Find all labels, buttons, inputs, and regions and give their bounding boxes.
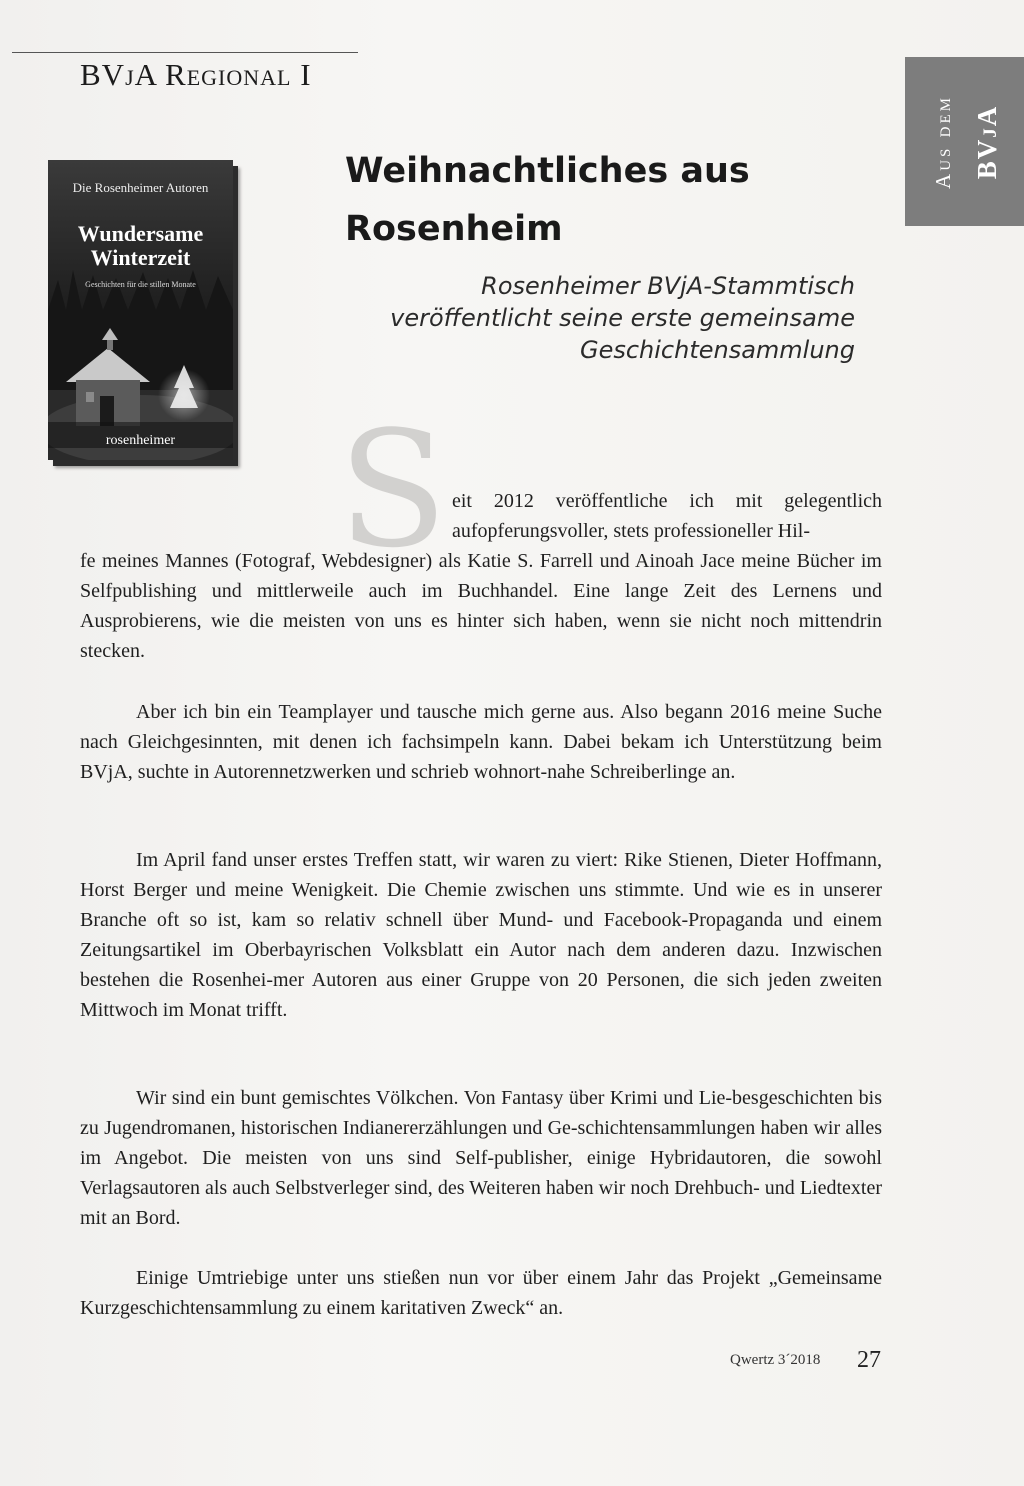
paragraph-1: fe meines Mannes (Fotograf, Webdesigner) als Katie S. Farrell und Ainoah Jace meine Bücher im Selfpublishing und mittlerweile auch im Buchhandel. Eine lange Zeit des Lernens und Ausprobierens, wie die meisten von uns es hinter sich haben, wenn sie nicht noch mittendrin stecken.: [80, 550, 882, 662]
book-title: [48, 222, 233, 270]
paragraph-1-lead: eit 2012 veröffentliche ich mit gelegentlich aufopferungsvoller, stets professioneller Hil-: [452, 490, 882, 542]
paragraph-4: Wir sind ein bunt gemischtes Völkchen. Von Fantasy über Krimi und Lie-besgeschichten bis zu Jugendromanen, historischen Indianererzählungen und Ge-schichtensammlungen haben wir alles im Angebot. Die meisten von uns sind Self-publisher, einige Hybridautoren, die sowohl Verlagsautoren als auch Selbstverleger sind, des Weiteren haben wir noch Drehbuch- und Liedtexter mit an Bord.: [80, 1087, 882, 1229]
drop-cap: S: [338, 396, 448, 583]
header-rule: [12, 52, 358, 53]
section-header: BVjA Regional I: [80, 57, 312, 92]
magazine-issue: Qwertz 3´2018: [730, 1352, 821, 1368]
page-number: 27: [857, 1347, 881, 1373]
book-title-line1: Wundersame: [77, 221, 204, 246]
book-title-line2: Winterzeit: [90, 245, 191, 270]
side-tab-line1: Aus dem: [930, 94, 955, 189]
book-cover-image: [48, 160, 233, 460]
book-author-line: Die Rosenheimer Autoren: [72, 180, 209, 195]
article-subtitle: Rosenheimer BVjA-Stammtisch veröffentlicht seine erste gemeinsame Geschichtensammlung: [390, 272, 855, 364]
paragraph-5: Einige Umtriebige unter uns stießen nun vor über einem Jahr das Projekt „Gemeinsame Kurzgeschichtensammlung zu einem karitativen Zweck“ an.: [80, 1267, 882, 1319]
side-section-tab: [905, 57, 1024, 226]
side-tab-line2: BVjA: [971, 104, 1002, 179]
paragraph-2: Aber ich bin ein Teamplayer und tausche mich gerne aus. Also begann 2016 meine Suche nach Gleichgesinnten, mit denen ich fachsimpeln kann. Dabei bekam ich Unterstützung beim BVjA, suchte in Autorennetzwerken und schrieb wohnort-nahe Schreiberlinge an.: [80, 701, 882, 783]
book-publisher: rosenheimer: [105, 433, 176, 448]
book-subtitle: Geschichten für die stillen Monate: [85, 280, 196, 289]
article-title: Weihnachtliches aus Rosenheim: [345, 151, 750, 249]
paragraph-3: Im April fand unser erstes Treffen statt, wir waren zu viert: Rike Stienen, Dieter Hoffmann, Horst Berger und meine Wenigkeit. Die Chemie zwischen uns stimmte. Und wie es in unserer Branche oft so ist, kam so relativ schnell über Mund- und Facebook-Propaganda und einem Zeitungsartikel im Oberbayrischen Volksblatt ein Autor nach dem anderen dazu. Inzwischen bestehen die Rosenhei-mer Autoren aus einer Gruppe von 20 Personen, die sich jeden zweiten Mittwoch im Monat trifft.: [80, 849, 882, 1021]
